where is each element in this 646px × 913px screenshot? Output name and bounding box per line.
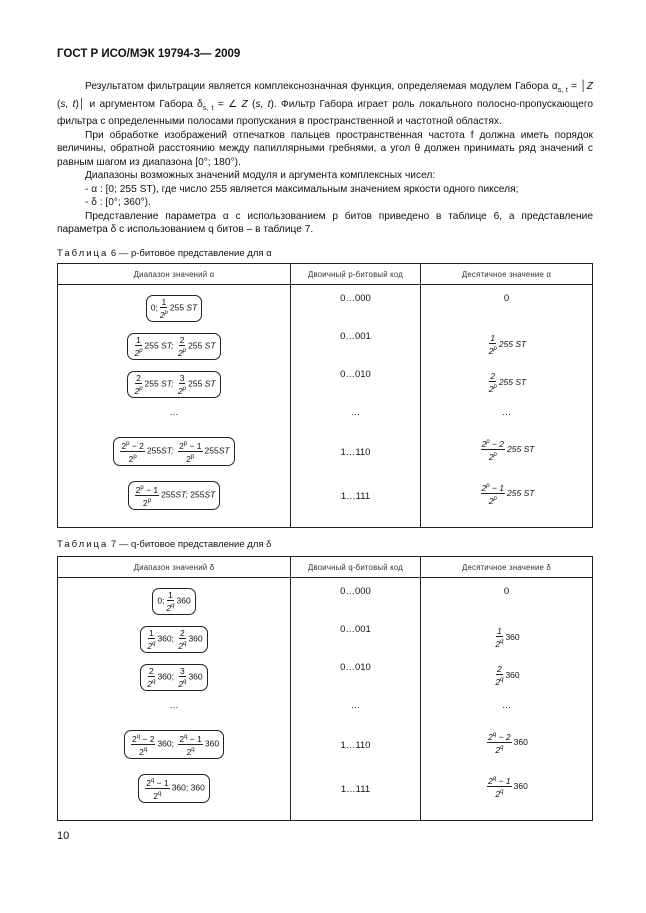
- table-row: [58, 293, 593, 331]
- paragraph-frequency: При обработке изображений отпечатков пальцев пространственная частота f должна иметь порядок величины, обратной расстоянию между папиллярными гребнями, а угол θ должен принимать ряд значений с равным шагом из диапазона [0°; 180°).: [57, 129, 593, 168]
- binary-code: …: [291, 407, 421, 427]
- ellipsis: …: [421, 407, 593, 427]
- decimal-formula: 1 2$^q$ 360: [495, 626, 520, 649]
- body-text: [57, 80, 593, 237]
- range-formula: $\frac{2^q - 2}{2^q}$ 360; $\frac{2^q - 1}{2^q}$ 360: [124, 730, 224, 759]
- page-number: 10: [57, 830, 70, 842]
- paragraph-gabor: Результатом фильтрации является комплекснозначная функция, определяемая модулем Габора $\alpha_{s, t}$ = │Z (s, t)│ и аргументом Габора $\delta_{s, t}$ = ∠ Z (s, t). Фильтр Габора играет роль локального полосно-пропускающего фильтра с определенными полосами пропускания в пространственной и частотной областях.: [57, 81, 594, 128]
- binary-code: 0…000: [291, 586, 421, 624]
- table-row: [58, 407, 593, 427]
- paragraph-tables-ref: Представление параметра α с использованием p битов приведено в таблице 6, а представление параметра δ с использованием q битов – в таблице 7.: [57, 210, 593, 236]
- binary-code: 0…001: [291, 331, 421, 369]
- table6-header-decimal: Десятичное значение α: [421, 264, 593, 285]
- paragraph-delta-range: - δ : [0°; 360°).: [85, 197, 151, 209]
- decimal-value: 0: [421, 586, 593, 624]
- range-formula: $\frac{2^q - 1}{2^q}$ 360; 360: [138, 774, 210, 803]
- binary-code: 1…110: [291, 435, 421, 479]
- range-formula: 0; $\frac{1}{2^q}$ 360: [152, 588, 195, 615]
- paragraph-ranges: Диапазоны возможных значений модуля и аргумента комплексных чисел:: [85, 170, 436, 182]
- decimal-formula: 2 2$^p$ 255 ST: [488, 371, 527, 394]
- table-row: [58, 331, 593, 369]
- binary-code: 0…000: [291, 293, 421, 331]
- decimal-formula: $2^q - 2$ 2$^q$ 360: [488, 731, 528, 755]
- range-formula: $\frac{2}{2^p}$ 255 ST; $\frac{3}{2^p}$ 255 ST: [127, 371, 220, 398]
- range-formula: $\frac{2^p - 1}{2^p}$ 255ST; 255ST: [128, 481, 221, 510]
- table6-caption: Таблица 6 — p-битовое представление для α: [57, 248, 272, 259]
- table6-header-range: Диапазон значений α: [58, 264, 291, 285]
- table6: [57, 263, 593, 528]
- table-row: [58, 772, 593, 820]
- table-row: [58, 369, 593, 407]
- table-row: [58, 435, 593, 479]
- range-formula: $\frac{1}{2^q}$ 360; $\frac{2}{2^q}$ 360: [140, 626, 207, 653]
- table-row: [58, 728, 593, 772]
- table7: [57, 556, 593, 821]
- table-row: [58, 624, 593, 662]
- binary-code: 1…110: [291, 728, 421, 772]
- table-row: [58, 586, 593, 624]
- table7-header-decimal: Десятичное значение δ: [421, 557, 593, 578]
- decimal-formula: $2^p - 2$ 2$^p$ 255 ST: [481, 438, 535, 462]
- table-row: [58, 662, 593, 700]
- document-header: ГОСТ Р ИСО/МЭК 19794-3— 2009: [57, 48, 241, 60]
- ellipsis: …: [58, 407, 291, 427]
- ellipsis: …: [58, 700, 291, 720]
- binary-code: 0…001: [291, 624, 421, 662]
- binary-code: 0…010: [291, 662, 421, 700]
- table7-header-code: Двоичный q-битовый код: [291, 557, 421, 578]
- range-formula: $\frac{2^p - 2}{2^p}$ 255ST; $\frac{2^p - 1}{2^p}$ 255ST: [113, 437, 234, 466]
- decimal-value: 0: [421, 293, 593, 331]
- decimal-formula: $2^p - 1$ 2$^p$ 255 ST: [481, 482, 535, 506]
- table7-caption: Таблица 7 — q-битовое представление для δ: [57, 539, 272, 550]
- binary-code: …: [291, 700, 421, 720]
- table-row: [58, 700, 593, 720]
- table6-header-code: Двоичный p-битовый код: [291, 264, 421, 285]
- table7-header-range: Диапазон значений δ: [58, 557, 291, 578]
- binary-code: 1…111: [291, 479, 421, 527]
- range-formula: $\frac{2}{2^q}$ 360; $\frac{3}{2^q}$ 360: [140, 664, 207, 691]
- binary-code: 0…010: [291, 369, 421, 407]
- decimal-formula: $2^q - 1$ 2$^q$ 360: [488, 775, 528, 799]
- decimal-formula: 2 2$^q$ 360: [495, 664, 520, 687]
- decimal-formula: 1 2$^p$ 255 ST: [488, 333, 527, 356]
- range-formula: $\frac{1}{2^p}$ 255 ST; $\frac{2}{2^p}$ 255 ST: [127, 333, 220, 360]
- range-formula: 0; $\frac{1}{2^p}$ 255 ST: [146, 295, 203, 322]
- ellipsis: …: [421, 700, 593, 720]
- paragraph-alpha-range: - α : [0; 255 ST), где число 255 является максимальным значением яркости одного пикселя;: [85, 183, 519, 195]
- binary-code: 1…111: [291, 772, 421, 820]
- table-row: [58, 479, 593, 527]
